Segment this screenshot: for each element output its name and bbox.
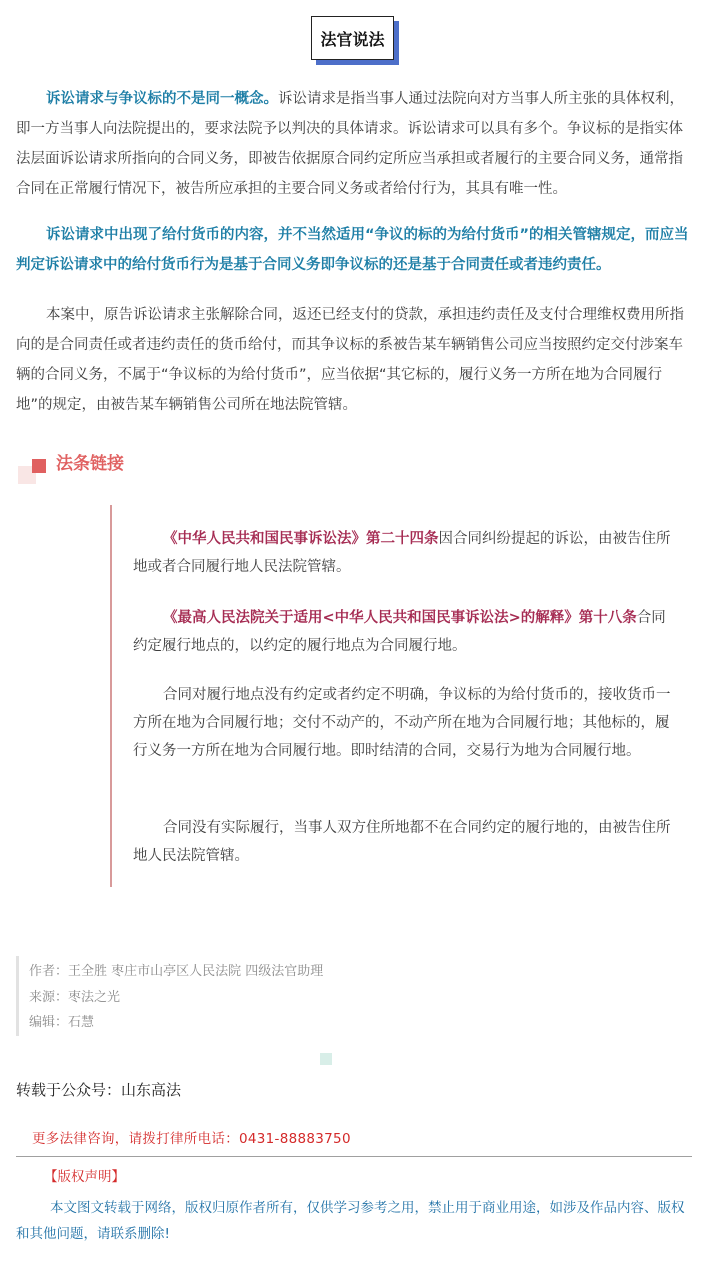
contact-phone: 更多法律咨询，请拨打律所电话：0431-88883750 [32, 1131, 351, 1147]
paragraph-1-lead: 诉讼请求与争议标的不是同一概念。 [46, 91, 278, 107]
credits-block [16, 956, 479, 1036]
paragraph-1 [16, 84, 694, 204]
paragraph-2-lead: 诉讼请求中出现了给付货币的内容，并不当然适用“争议的标的为给付货币”的相关管辖规定，而应当判定诉讼请求中的给付货币行为是基于合同义务即争议标的还是基于合同责任或者违约责任。 [16, 227, 689, 273]
page-title-badge [311, 16, 399, 66]
law-item-2-ref: 《最高人民法院关于适用<中华人民共和国民事诉讼法>的解释》第十八条 [163, 610, 637, 626]
law-item-1-text: 因合同纠纷提起的诉讼，由被告住所地或者合同履行地人民法院管辖。 [133, 531, 671, 575]
section-heading [18, 452, 318, 488]
credit-editor: 编辑：石慧 [29, 1015, 95, 1030]
section-title: 法条链接 [56, 454, 124, 474]
paragraph-1-text: 诉讼请求是指当事人通过法院向对方当事人所主张的具体权利，即一方当事人向法院提出的，要求法院予以判决的具体请求。诉讼请求可以具有多个。争议标的是指实体法层面诉讼请求所指向的合同义务，即被告依据原合同约定所应当承担或者履行的主要合同义务，通常指合同在正常履行情况下，被告所应承担的主要合同义务或者给付行为，其具有唯一性。 [16, 91, 684, 197]
copyright-body: 本文图文转载于网络，版权归原作者所有，仅供学习参考之用，禁止用于商业用途，如涉及作品内容、版权和其他问题，请联系删除! [16, 1200, 685, 1242]
law-item-3-text: 合同对履行地点没有约定或者约定不明确，争议标的为给付货币的，接收货币一方所在地为合同履行地；交付不动产的，不动产所在地为合同履行地；其他标的，履行义务一方所在地为合同履行地。即时结清的合同，交易行为地为合同履行地。 [133, 687, 671, 759]
decorative-square [320, 1053, 332, 1065]
page-title: 法官说法 [311, 16, 394, 60]
credit-source: 来源：枣法之光 [29, 990, 121, 1005]
law-quote-bar [110, 505, 112, 887]
credit-author: 作者：王全胜 枣庄市山亭区人民法院 四级法官助理 [29, 964, 324, 979]
paragraph-3 [16, 300, 694, 420]
copyright-title: 【版权声明】 [44, 1169, 125, 1185]
law-item-4 [133, 814, 673, 870]
law-item-1 [133, 525, 673, 581]
paragraph-2 [16, 220, 694, 280]
law-item-1-ref: 《中华人民共和国民事诉讼法》第二十四条 [163, 531, 439, 547]
law-item-3 [133, 681, 673, 765]
paragraph-3-text: 本案中，原告诉讼请求主张解除合同，返还已经支付的贷款，承担违约责任及支付合理维权费用所指向的是合同责任或者违约责任的货币给付，而其争议标的系被告某车辆销售公司应当按照约定交付涉案车辆的合同义务，不属于“争议标的为给付货币”，应当依据“其它标的，履行义务一方所在地为合同履行地”的规定，由被告某车辆销售公司所在地法院管辖。 [16, 307, 684, 413]
divider [16, 1156, 692, 1157]
repost-source: 转载于公众号：山东高法 [16, 1081, 182, 1099]
section-deco-square [32, 459, 46, 473]
law-item-2-text: 合同约定履行地点的，以约定的履行地点为合同履行地。 [133, 610, 666, 654]
law-item-4-text: 合同没有实际履行，当事人双方住所地都不在合同约定的履行地的，由被告住所地人民法院管辖。 [133, 820, 671, 864]
law-item-2 [133, 604, 673, 660]
